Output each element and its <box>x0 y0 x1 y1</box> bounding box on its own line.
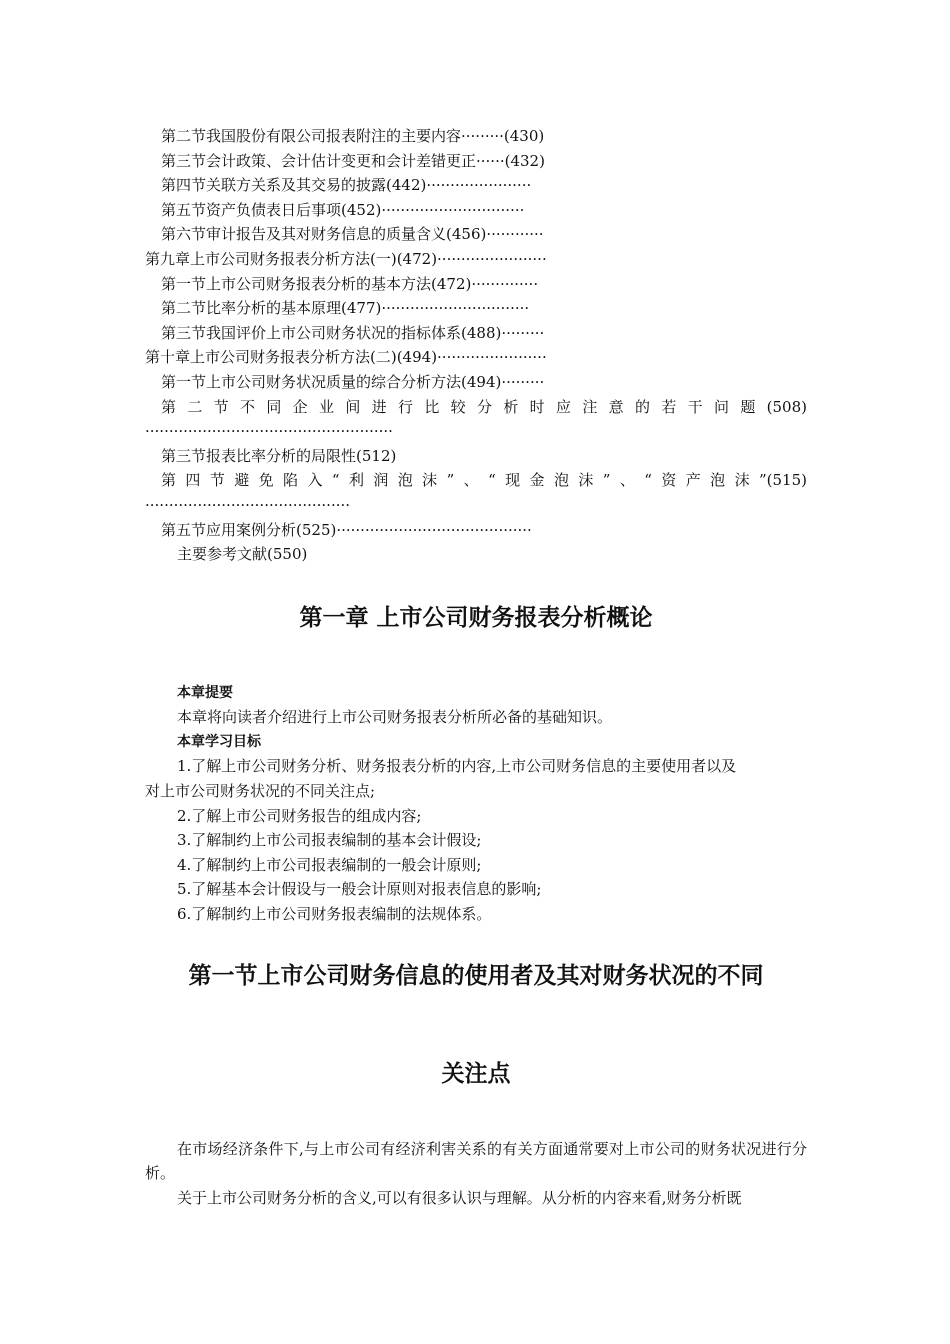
goal-item: 1.了解上市公司财务分析、财务报表分析的内容,上市公司财务信息的主要使用者以及 <box>177 757 737 776</box>
toc-leader: ··········································· <box>145 495 351 514</box>
toc-chapter-entry: 第十章上市公司财务报表分析方法(二)(494)······················· <box>145 348 547 367</box>
toc-leader: ···················································· <box>145 422 393 441</box>
goal-item: 2.了解上市公司财务报告的组成内容; <box>177 806 422 825</box>
toc-entry: 第一节上市公司财务报表分析的基本方法(472)·············· <box>161 274 539 293</box>
toc-entry: 第五节资产负债表日后事项(452)······························ <box>161 200 525 219</box>
toc-chapter-entry: 第九章上市公司财务报表分析方法(一)(472)······················· <box>145 249 547 268</box>
body-paragraph: 关于上市公司财务分析的含义,可以有很多认识与理解。从分析的内容来看,财务分析既 <box>177 1188 742 1207</box>
toc-entry: 第二节比率分析的基本原理(477)······························· <box>161 299 530 318</box>
spacer <box>145 991 807 1059</box>
goal-item-continued: 对上市公司财务状况的不同关注点; <box>145 782 376 801</box>
spacer <box>145 633 807 681</box>
chapter-title: 第一章 上市公司财务报表分析概论 <box>299 604 653 631</box>
goal-item: 5.了解基本会计假设与一般会计原则对报表信息的影响; <box>177 880 542 899</box>
goal-item: 6.了解制约上市公司财务报表编制的法规体系。 <box>177 905 492 924</box>
toc-entry: 第四节避免陷入“利润泡沫”、“现金泡沫”、“资产泡沫”(515) <box>161 471 807 490</box>
document-content <box>145 124 807 1210</box>
body-paragraph: 在市场经济条件下,与上市公司有经济利害关系的有关方面通常要对上市公司的财务状况进行分析。 <box>145 1139 807 1183</box>
toc-entry: 第五节应用案例分析(525)········································· <box>161 520 532 539</box>
toc-entry: 第三节我国评价上市公司财务状况的指标体系(488)········· <box>161 323 545 342</box>
goal-item: 4.了解制约上市公司报表编制的一般会计原则; <box>177 855 482 874</box>
toc-entry: 第三节会计政策、会计估计变更和会计差错更正······(432) <box>161 151 545 170</box>
toc-entry: 第二节不同企业间进行比较分析时应注意的若干问题(508) <box>161 397 807 416</box>
goal-item: 3.了解制约上市公司报表编制的基本会计假设; <box>177 831 482 850</box>
toc-entry: 第三节报表比率分析的局限性(512) <box>161 446 397 465</box>
goals-label: 本章学习目标 <box>177 733 261 750</box>
toc-entry: 第一节上市公司财务状况质量的综合分析方法(494)········· <box>161 372 545 391</box>
section-title-line2: 关注点 <box>441 1060 511 1087</box>
toc-entry: 第二节我国股份有限公司报表附注的主要内容·········(430) <box>161 127 545 145</box>
toc-entry: 第四节关联方关系及其交易的披露(442)······················ <box>161 176 532 195</box>
toc-references-entry: 主要参考文献(550) <box>177 545 308 564</box>
summary-text: 本章将向读者介绍进行上市公司财务报表分析所必备的基础知识。 <box>177 708 613 727</box>
table-of-contents <box>145 124 807 567</box>
toc-entry: 第六节审计报告及其对财务信息的质量含义(456)············ <box>161 225 544 244</box>
summary-label: 本章提要 <box>177 684 233 701</box>
section-title-line1: 第一节上市公司财务信息的使用者及其对财务状况的不同 <box>188 962 764 989</box>
spacer <box>145 927 807 961</box>
spacer <box>145 1089 807 1137</box>
